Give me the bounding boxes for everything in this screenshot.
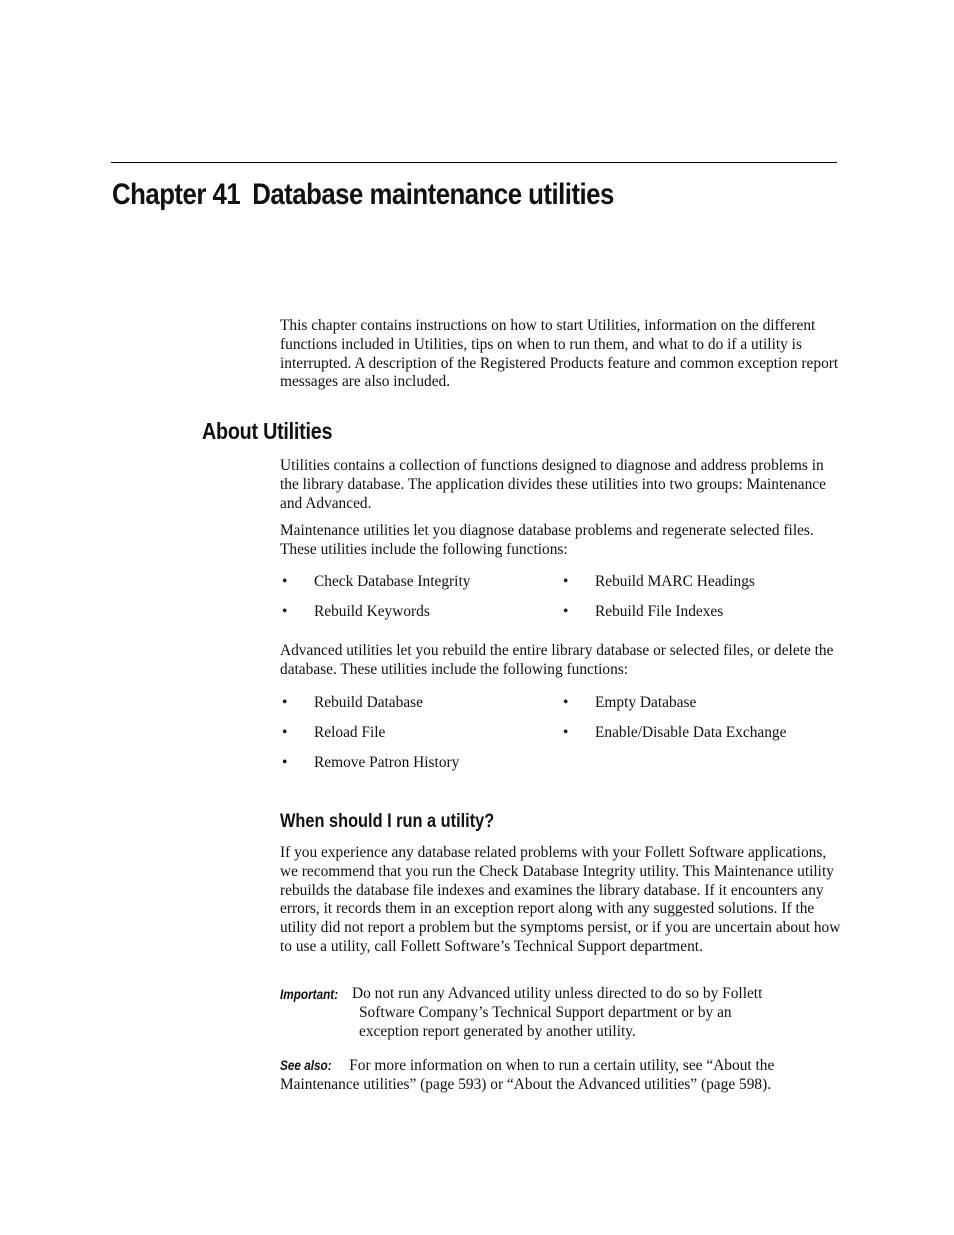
list-item-label: Check Database Integrity bbox=[314, 573, 471, 590]
bullet: • bbox=[282, 573, 288, 590]
section-heading-about-utilities: About Utilities bbox=[202, 418, 333, 444]
chapter-title bbox=[112, 178, 614, 212]
bullet: • bbox=[563, 694, 569, 711]
see-also-note bbox=[280, 1056, 840, 1095]
list-item-label: Rebuild File Indexes bbox=[595, 603, 724, 620]
list-item-label: Rebuild MARC Headings bbox=[595, 573, 755, 590]
about-utilities-paragraph-2: Maintenance utilities let you diagnose database problems and regenerate selected files. These utilities include the following functions: bbox=[280, 522, 814, 558]
important-line-3: exception report generated by another utility. bbox=[359, 1022, 636, 1040]
important-text bbox=[352, 985, 822, 1041]
list-item-label: Enable/Disable Data Exchange bbox=[595, 724, 787, 741]
list-row bbox=[280, 724, 842, 754]
about-utilities-paragraph-1: Utilities contains a collection of functions designed to diagnose and address problems in the library database. The application divides these utilities into two groups: Maintenance and Advanced. bbox=[280, 457, 826, 512]
important-line-1: Do not run any Advanced utility unless directed to do so by Follett bbox=[352, 985, 763, 1002]
list-row bbox=[280, 573, 842, 603]
list-item-label: Empty Database bbox=[595, 694, 697, 711]
bullet: • bbox=[282, 694, 288, 711]
chapter-rule bbox=[111, 162, 837, 163]
chapter-number: Chapter 41 bbox=[112, 178, 241, 211]
maintenance-functions-list bbox=[280, 573, 842, 633]
list-item-label: Reload File bbox=[314, 724, 386, 741]
list-item-label: Rebuild Keywords bbox=[314, 603, 430, 620]
bullet: • bbox=[282, 724, 288, 741]
advanced-functions-list bbox=[280, 694, 842, 784]
bullet: • bbox=[282, 603, 288, 620]
important-label: Important: bbox=[280, 986, 339, 1002]
important-line-2: Software Company’s Technical Support department or by an bbox=[359, 1003, 732, 1021]
list-row bbox=[280, 603, 842, 633]
list-item-label: Remove Patron History bbox=[314, 754, 460, 771]
bullet: • bbox=[563, 573, 569, 590]
section-heading-when-to-run: When should I run a utility? bbox=[280, 811, 495, 832]
list-row bbox=[280, 694, 842, 724]
list-row bbox=[280, 754, 842, 784]
when-to-run-paragraph: If you experience any database related problems with your Follett Software applications, we recommend that you run the Check Database Integrity utility. This Maintenance utility rebuilds the database file indexes and examines the library database. If it encounters any errors, it records them in an exception report along with any suggested solutions. If the utility did not report a problem but the symptoms persist, or if you are uncertain about how to use a utility, call Follett Software’s Technical Support department. bbox=[280, 844, 841, 955]
bullet: • bbox=[563, 724, 569, 741]
bullet: • bbox=[563, 603, 569, 620]
about-utilities-paragraph-3: Advanced utilities let you rebuild the entire library database or selected files, or delete the database. These utilities include the following functions: bbox=[280, 642, 834, 678]
bullet: • bbox=[282, 754, 288, 771]
intro-paragraph: This chapter contains instructions on how to start Utilities, information on the different functions included in Utilities, tips on when to run them, and what to do if a utility is interrupted. A description of the Registered Products feature and common exception report messages are also included. bbox=[280, 317, 839, 391]
list-item-label: Rebuild Database bbox=[314, 694, 423, 711]
see-also-label: See also: bbox=[280, 1057, 332, 1073]
chapter-name: Database maintenance utilities bbox=[252, 178, 614, 211]
see-also-text: For more information on when to run a certain utility, see “About the Maintenance utilities” (page 593) or “About the Advanced utilities” (page 598). bbox=[280, 1057, 775, 1093]
